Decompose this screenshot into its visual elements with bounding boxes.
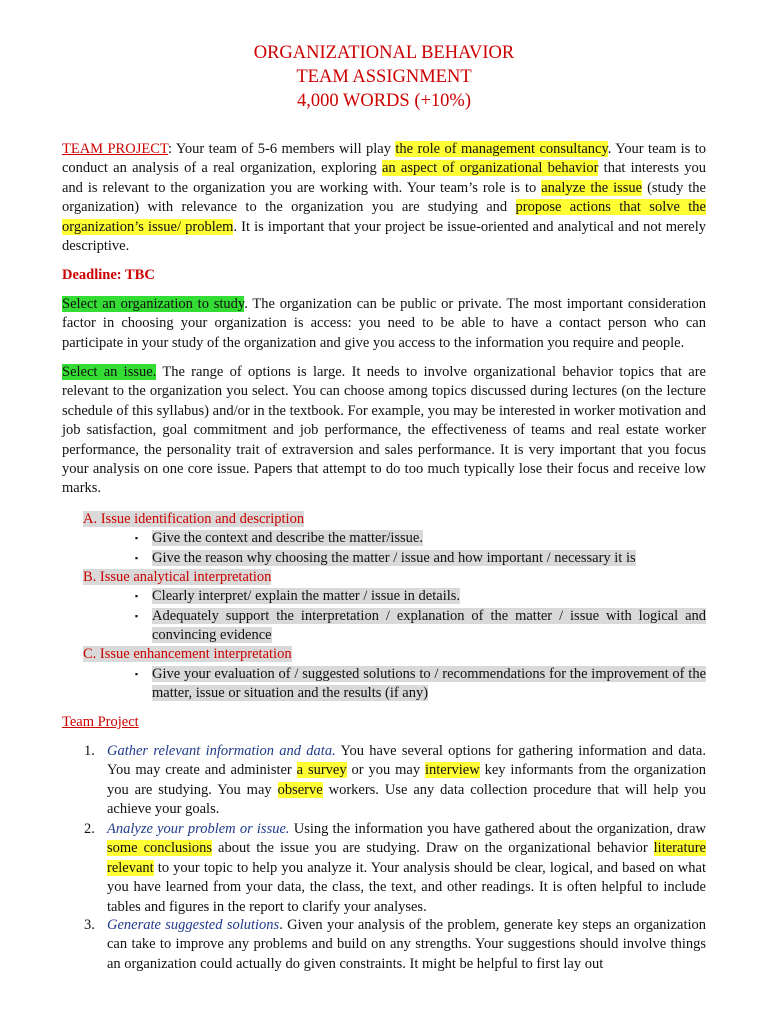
- title-line-2: TEAM ASSIGNMENT: [296, 67, 472, 87]
- criterion-b-item-1-text: Clearly interpret/ explain the matter / issue in details.: [152, 588, 461, 604]
- criterion-b-heading: [83, 568, 271, 587]
- criterion-a-item-1-text: Give the context and describe the matter/issue.: [152, 530, 423, 546]
- bullet-icon: ▪: [134, 591, 139, 601]
- highlight-select-issue: Select an issue.: [62, 364, 157, 380]
- select-organization-paragraph: [62, 295, 706, 353]
- list-item-2-text-2: about the issue you are studying. Draw on the organizational behavior: [212, 840, 654, 857]
- highlight-aspect-ob: an aspect of organizational behavior: [381, 160, 599, 177]
- list-item-1-text-3: key informants from the organization you are studying. You may: [107, 762, 706, 798]
- criterion-a-label: A. Issue identification and description: [83, 511, 305, 527]
- bullet-icon: ▪: [134, 533, 139, 543]
- list-item-1-text-2: or you may: [346, 762, 425, 779]
- team-project-heading: Team Project: [62, 714, 139, 730]
- highlight-observe: observe: [277, 781, 323, 798]
- criterion-b-item-2-text: Adequately support the interpretation / explanation of the matter / issue with logical and convincing evidence: [152, 608, 706, 644]
- criterion-c-item-1: [152, 665, 706, 704]
- list-item-2-text-3: to your topic to help you analyze it. Your analysis should be clear, logical, and based on what you have learned from your data, the class, the text, and other readings. It is often helpful to include tables and figures in the report to clarify your analyses.: [107, 859, 706, 915]
- highlight-a-survey: a survey: [296, 762, 347, 779]
- intro-text-1: : Your team of 5-6 members will play: [168, 141, 396, 157]
- criterion-a-heading: [83, 510, 304, 529]
- intro-text-4: (study the organization) with relevance to the organization you are studying and: [62, 179, 706, 216]
- highlight-management-consultancy: the role of management consultancy: [395, 141, 608, 157]
- highlight-interview: interview: [424, 762, 480, 779]
- list-item-2-title: Analyze your problem or issue.: [107, 821, 290, 837]
- highlight-propose-actions: propose actions that solve the organization’s issue/ problem: [62, 199, 706, 235]
- title-line-1: ORGANIZATIONAL BEHAVIOR: [253, 43, 515, 63]
- highlight-literature-relevant: literature relevant: [107, 840, 706, 876]
- title-line-3: 4,000 WORDS (+10%): [296, 91, 471, 111]
- highlight-some-conclusions: some conclusions: [107, 840, 213, 857]
- select-issue-text: The range of options is large. It needs to involve organizational behavior topics that are relevant to the organization you select. You can choose among topics discussed during lectures (on the lecture schedule of this syllabus) and/or in the textbook. For example, you may be interested in worker motivation and job satisfaction, goal commitment and job performance, the effectiveness of teams and real estate worker performance, the personality trait of extraversion and sales performance. It is very important that you focus your analysis on one core issue. Papers that attempt to do too much typically lose their focus and receive low marks.: [62, 364, 706, 497]
- list-number-1: 1.: [84, 743, 95, 759]
- select-organization-text: . The organization can be public or private. The most important consideration factor in choosing your organization is access: you need to be able to have a contact person who can participate in your study of the organization and give you access to the information you require and people.: [62, 296, 706, 351]
- list-item-1-text-4: workers. Use any data collection procedure that will help you achieve your goals.: [107, 781, 706, 818]
- criterion-a-item-2-text: Give the reason why choosing the matter / issue and how important / necessary it is: [152, 550, 636, 566]
- criterion-b-item-2: [152, 607, 706, 646]
- intro-text-2: . Your team is to conduct an analysis of a real organization, exploring: [62, 141, 706, 177]
- deadline: Deadline: TBC: [62, 267, 155, 283]
- criterion-b-label: B. Issue analytical interpretation: [83, 569, 272, 585]
- list-item-1-title: Gather relevant information and data.: [107, 743, 336, 759]
- list-item-2: [107, 820, 706, 917]
- intro-paragraph: [62, 140, 706, 256]
- list-number-2: 2.: [84, 821, 95, 837]
- list-item-3-title: Generate suggested solutions: [107, 917, 280, 933]
- list-item-3: [107, 916, 706, 974]
- criterion-a-item-2: [152, 549, 706, 568]
- select-issue-paragraph: [62, 363, 706, 499]
- intro-text-5: . It is important that your project be issue-oriented and analytical and not merely descriptive.: [62, 218, 706, 255]
- highlight-analyze-issue: analyze the issue: [541, 179, 643, 196]
- list-item-2-text-1: Using the information you have gathered about the organization, draw: [289, 821, 706, 837]
- intro-text-3: that interests you and is relevant to the organization you are working with. Your team’s role is to: [62, 160, 706, 196]
- criterion-c-label: C. Issue enhancement interpretation: [83, 646, 292, 662]
- list-item-3-text-1: . Given your analysis of the problem, generate key steps an organization can take to improve any problems and build on any strengths. Your suggestions should involve things an organization could actually do given constraints. It might be helpful to first lay out: [107, 917, 706, 972]
- criterion-c-heading: [83, 645, 292, 664]
- criterion-c-item-1-text: Give your evaluation of / suggested solutions to / recommendations for the improvement of the matter, issue or situation and the results (if any): [152, 666, 706, 702]
- bullet-icon: ▪: [134, 553, 139, 563]
- bullet-icon: ▪: [134, 611, 139, 621]
- list-number-3: 3.: [84, 917, 95, 933]
- criterion-b-item-1: [152, 587, 706, 606]
- bullet-icon: ▪: [134, 669, 139, 679]
- team-project-label: TEAM PROJECT: [62, 141, 169, 157]
- list-item-1-text-1: You have several options for gathering information and data. You may create and administer: [107, 743, 706, 779]
- list-item-1: [107, 742, 706, 820]
- criterion-a-item-1: [152, 529, 706, 548]
- highlight-select-organization: Select an organization to study: [62, 296, 245, 312]
